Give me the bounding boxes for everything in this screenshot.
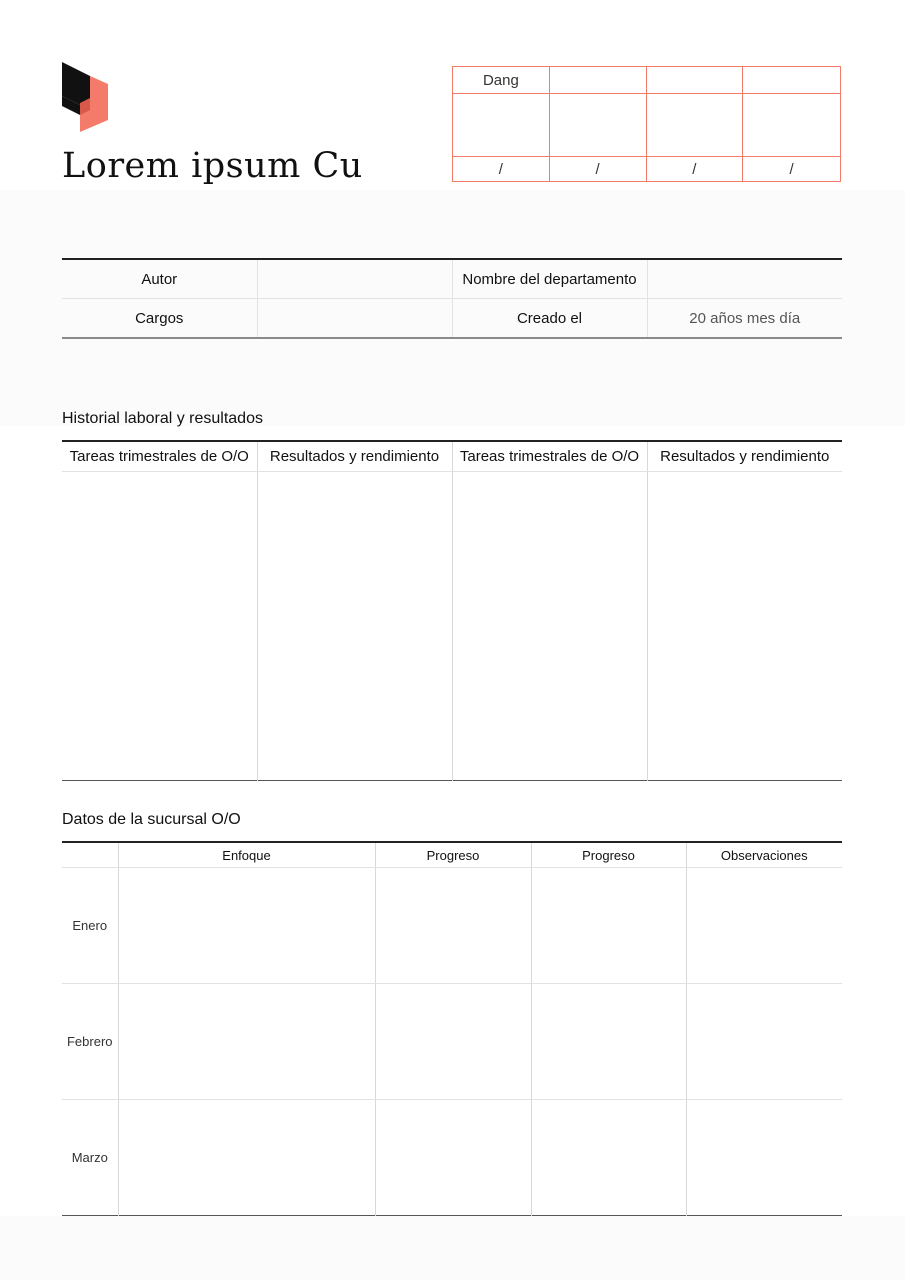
- branch-corner-header: [62, 842, 118, 868]
- branch-cell[interactable]: [686, 1100, 842, 1216]
- branch-cell[interactable]: [375, 868, 531, 984]
- branch-cell[interactable]: [118, 1100, 375, 1216]
- month-label: Enero: [62, 868, 118, 984]
- approval-header-cell: Dang: [453, 67, 550, 94]
- info-table: [62, 258, 842, 339]
- branch-table: [62, 841, 842, 1216]
- positions-field[interactable]: [257, 299, 452, 339]
- branch-column-header: Progreso: [375, 842, 531, 868]
- branch-column-header: Observaciones: [686, 842, 842, 868]
- month-label: Febrero: [62, 984, 118, 1100]
- history-section-title: Historial laboral y resultados: [62, 410, 263, 427]
- history-column-header: Resultados y rendimiento: [257, 441, 452, 472]
- branch-column-header: Enfoque: [118, 842, 375, 868]
- history-column-header: Tareas trimestrales de O/O: [452, 441, 647, 472]
- approval-signature-cell[interactable]: [647, 94, 744, 157]
- approval-date-cell[interactable]: /: [647, 157, 744, 181]
- history-cell[interactable]: [647, 472, 842, 781]
- created-date-field[interactable]: 20 años mes día: [689, 309, 801, 327]
- branch-cell[interactable]: [686, 984, 842, 1100]
- history-column-header: Resultados y rendimiento: [647, 441, 842, 472]
- positions-label: Cargos: [62, 299, 257, 339]
- document-title: Lorem ipsum Cu: [62, 146, 363, 186]
- approval-header-cell: [743, 67, 840, 94]
- created-label: Creado el: [452, 299, 647, 339]
- history-column-header: Tareas trimestrales de O/O: [62, 441, 257, 472]
- branch-cell[interactable]: [375, 1100, 531, 1216]
- approval-signature-cell[interactable]: [453, 94, 550, 157]
- branch-cell[interactable]: [531, 868, 686, 984]
- branch-cell[interactable]: [531, 1100, 686, 1216]
- branch-column-header: Progreso: [531, 842, 686, 868]
- history-cell[interactable]: [257, 472, 452, 781]
- department-label: Nombre del departamento: [452, 259, 647, 299]
- cube-logo-icon: [62, 62, 110, 134]
- approval-signature-cell[interactable]: [550, 94, 647, 157]
- approval-signature-cell[interactable]: [743, 94, 840, 157]
- approval-header-cell: [647, 67, 744, 94]
- approval-date-cell[interactable]: /: [550, 157, 647, 181]
- history-cell[interactable]: [62, 472, 257, 781]
- department-field[interactable]: [647, 259, 842, 299]
- branch-cell[interactable]: [531, 984, 686, 1100]
- history-table: [62, 440, 842, 781]
- approval-date-cell[interactable]: /: [453, 157, 550, 181]
- background-band: [0, 1216, 905, 1280]
- month-label: Marzo: [62, 1100, 118, 1216]
- branch-cell[interactable]: [118, 984, 375, 1100]
- approval-header-cell: [550, 67, 647, 94]
- approval-box: [452, 66, 841, 182]
- branch-cell[interactable]: [118, 868, 375, 984]
- branch-cell[interactable]: [686, 868, 842, 984]
- author-label: Autor: [62, 259, 257, 299]
- branch-cell[interactable]: [375, 984, 531, 1100]
- branch-section-title: Datos de la sucursal O/O: [62, 811, 241, 828]
- approval-date-cell[interactable]: /: [789, 160, 794, 178]
- author-field[interactable]: [257, 259, 452, 299]
- history-cell[interactable]: [452, 472, 647, 781]
